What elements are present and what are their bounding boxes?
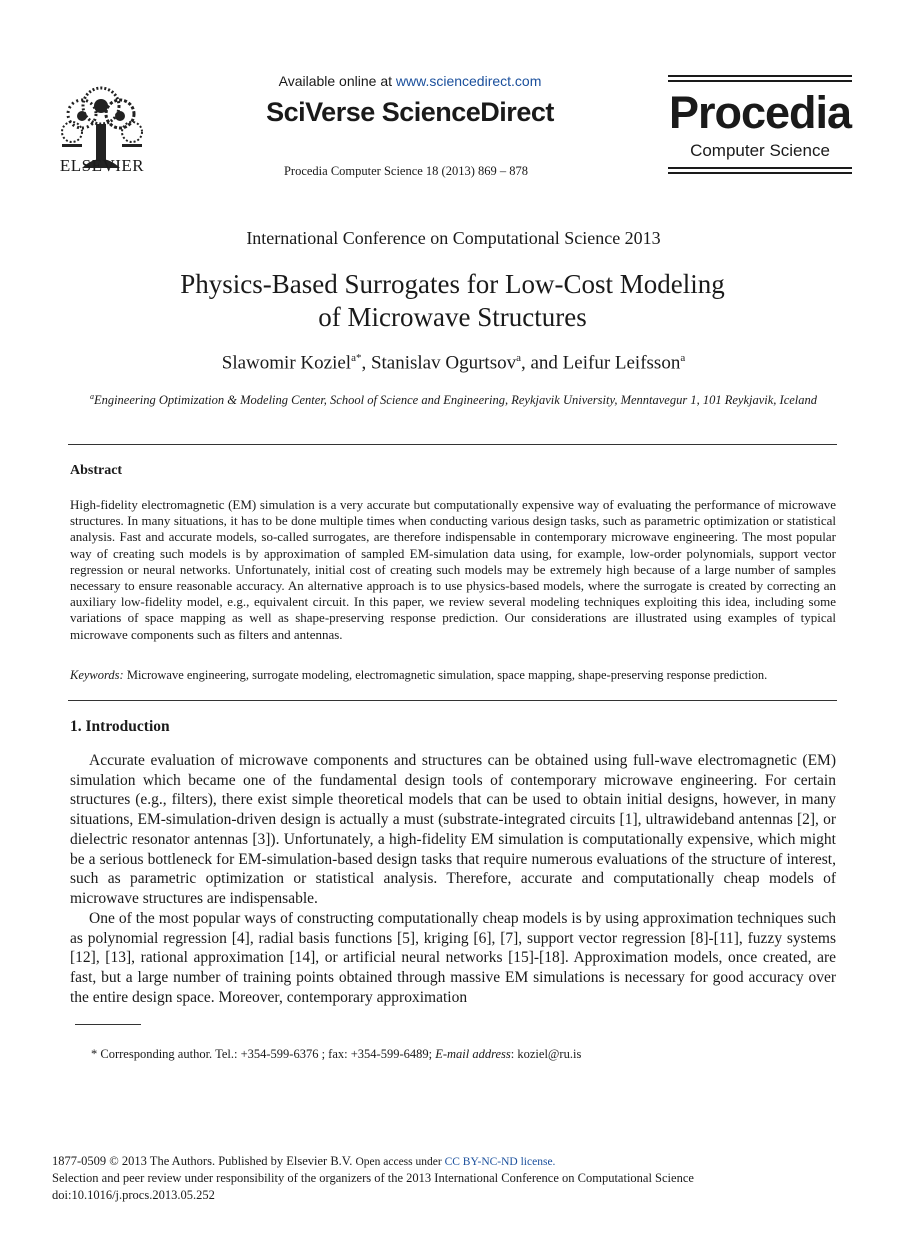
journal-brand-subtitle: Computer Science: [690, 141, 830, 160]
peer-review-statement: Selection and peer review under responsibility of the organizers of the 2013 International Conference on Computational Science: [52, 1171, 694, 1185]
body-paragraph: Accurate evaluation of microwave components and structures can be obtained using full-wave electromagnetic (EM) simulation which became one of the fundamental design tools of contemporary microwave engineering. For certain structures (e.g., filters), there exist simple theoretical models that can be used to obtain initial designs, however, in many situations, EM-simulation-driven design is actually a must (substrate-integrated circuits [1], ultrawideband antennas [2], or dielectric resonator antennas [3]). Unfortunately, a high-fidelity EM simulation is computationally expensive, which might be a serious bottleneck for EM-simulation-based design tasks that require numerous evaluations of the structure of interest, such as parametric optimization or statistical analysis. Therefore, accurate and computationally cheap models of microwave structures are indispensable.: [70, 752, 836, 907]
license-link[interactable]: CC BY-NC-ND license.: [444, 1156, 556, 1168]
author-name: Stanislav Ogurtsov: [370, 352, 517, 374]
author-separator: ,: [361, 352, 371, 374]
abstract-heading: Abstract: [70, 463, 123, 478]
abstract-text: High-fidelity electromagnetic (EM) simulation is a very accurate but computationally expensive way of evaluating the performance of microwave structures. In many situations, it has to be done multiple times when conducting various design tasks, such as parametric optimization or statistical analysis. Fast and accurate models, so-called surrogates, are therefore indispensable in contemporary microwave engineering. The most popular way of creating such models is by approximation of sampled EM-simulation data using, for example, low-order polynomials, support vector regression or neural networks. Unfortunately, initial cost of creating such models may be extremely high because of a large number of samples necessary to ensure reasonable accuracy. An alternative approach is to use physics-based models, where the surrogate is created by correcting an auxiliary low-fidelity model, e.g., equivalent circuit. In this paper, we review several modeling techniques exploiting this idea, including some variations of space mapping as well as shape-preserving response prediction. Our considerations are illustrated using examples of typical microwave components such as filters and antennas.: [70, 497, 836, 642]
author-sup: a*: [351, 352, 362, 364]
journal-brand: Procedia: [668, 87, 852, 138]
doi[interactable]: doi:10.1016/j.procs.2013.05.252: [52, 1188, 215, 1202]
sciencedirect-link[interactable]: www.sciencedirect.com: [395, 73, 542, 89]
footnote-rule: [75, 1024, 141, 1025]
platform-logo: SciVerse ScienceDirect: [266, 97, 554, 127]
journal-reference: Procedia Computer Science 18 (2013) 869 – 878: [283, 164, 529, 178]
availability-prefix: Available online at: [278, 73, 396, 89]
conference-name: International Conference on Computational Science 2013: [246, 228, 661, 248]
author-sup: a: [516, 352, 521, 364]
affiliation: [40, 392, 867, 408]
abstract-top-rule: [68, 444, 837, 445]
paper-title-line-2: of Microwave Structures: [318, 302, 587, 332]
affiliation-sup: a: [89, 392, 94, 401]
author-separator: , and: [520, 352, 563, 374]
section-heading: 1. Introduction: [70, 718, 170, 735]
open-access-text: Open access under: [355, 1156, 445, 1168]
availability-line: [200, 73, 620, 89]
author-name: Slawomir Koziel: [221, 352, 352, 374]
publisher-name: ELSEVIER: [59, 156, 145, 175]
author-sup: a: [680, 352, 686, 364]
brand-rule-bottom-1: [668, 167, 852, 169]
paper-title-line-1: Physics-Based Surrogates for Low-Cost Modeling: [180, 269, 725, 299]
email-label: E-mail address: [435, 1047, 511, 1061]
brand-rule-top-1: [668, 75, 852, 77]
abstract-bottom-rule: [68, 700, 837, 701]
keywords-label: Keywords:: [70, 668, 124, 682]
paper-title: [100, 268, 805, 334]
copyright-line: [52, 1154, 872, 1169]
corresponding-author-footnote: [91, 1047, 581, 1062]
email-address: : koziel@ru.is: [510, 1047, 582, 1061]
footnote-contact: * Corresponding author. Tel.: +354-599-6376 ; fax: +354-599-6489;: [91, 1047, 436, 1061]
author-list: [0, 352, 907, 374]
body-paragraph: One of the most popular ways of constructing computationally cheap models is by using approximation techniques such as polynomial regression [4], radial basis functions [5], kriging [6], [7], support vector regression [8]-[11], fuzzy systems [12], [13], rational approximation [14], or artificial neural networks [15]-[18]. Approximation models, once created, are fast, but a large number of training points obtained through massive EM simulations is necessary for good accuracy over the entire design space. Moreover, contemporary approximation: [70, 910, 836, 1006]
author-name: Leifur Leifsson: [562, 352, 681, 374]
brand-rule-bottom-2: [668, 172, 852, 174]
keywords-text: Microwave engineering, surrogate modeling, electromagnetic simulation, space mapping, shape-preserving response prediction.: [123, 668, 768, 682]
brand-rule-top-2: [668, 80, 852, 82]
copyright-text: 1877-0509 © 2013 The Authors. Published by Elsevier B.V.: [52, 1154, 356, 1168]
affiliation-text: Engineering Optimization & Modeling Center, School of Science and Engineering, Reykjavik University, Menntavegur 1, 101 Reykjavik, Iceland: [93, 393, 818, 408]
keywords: [70, 668, 836, 683]
